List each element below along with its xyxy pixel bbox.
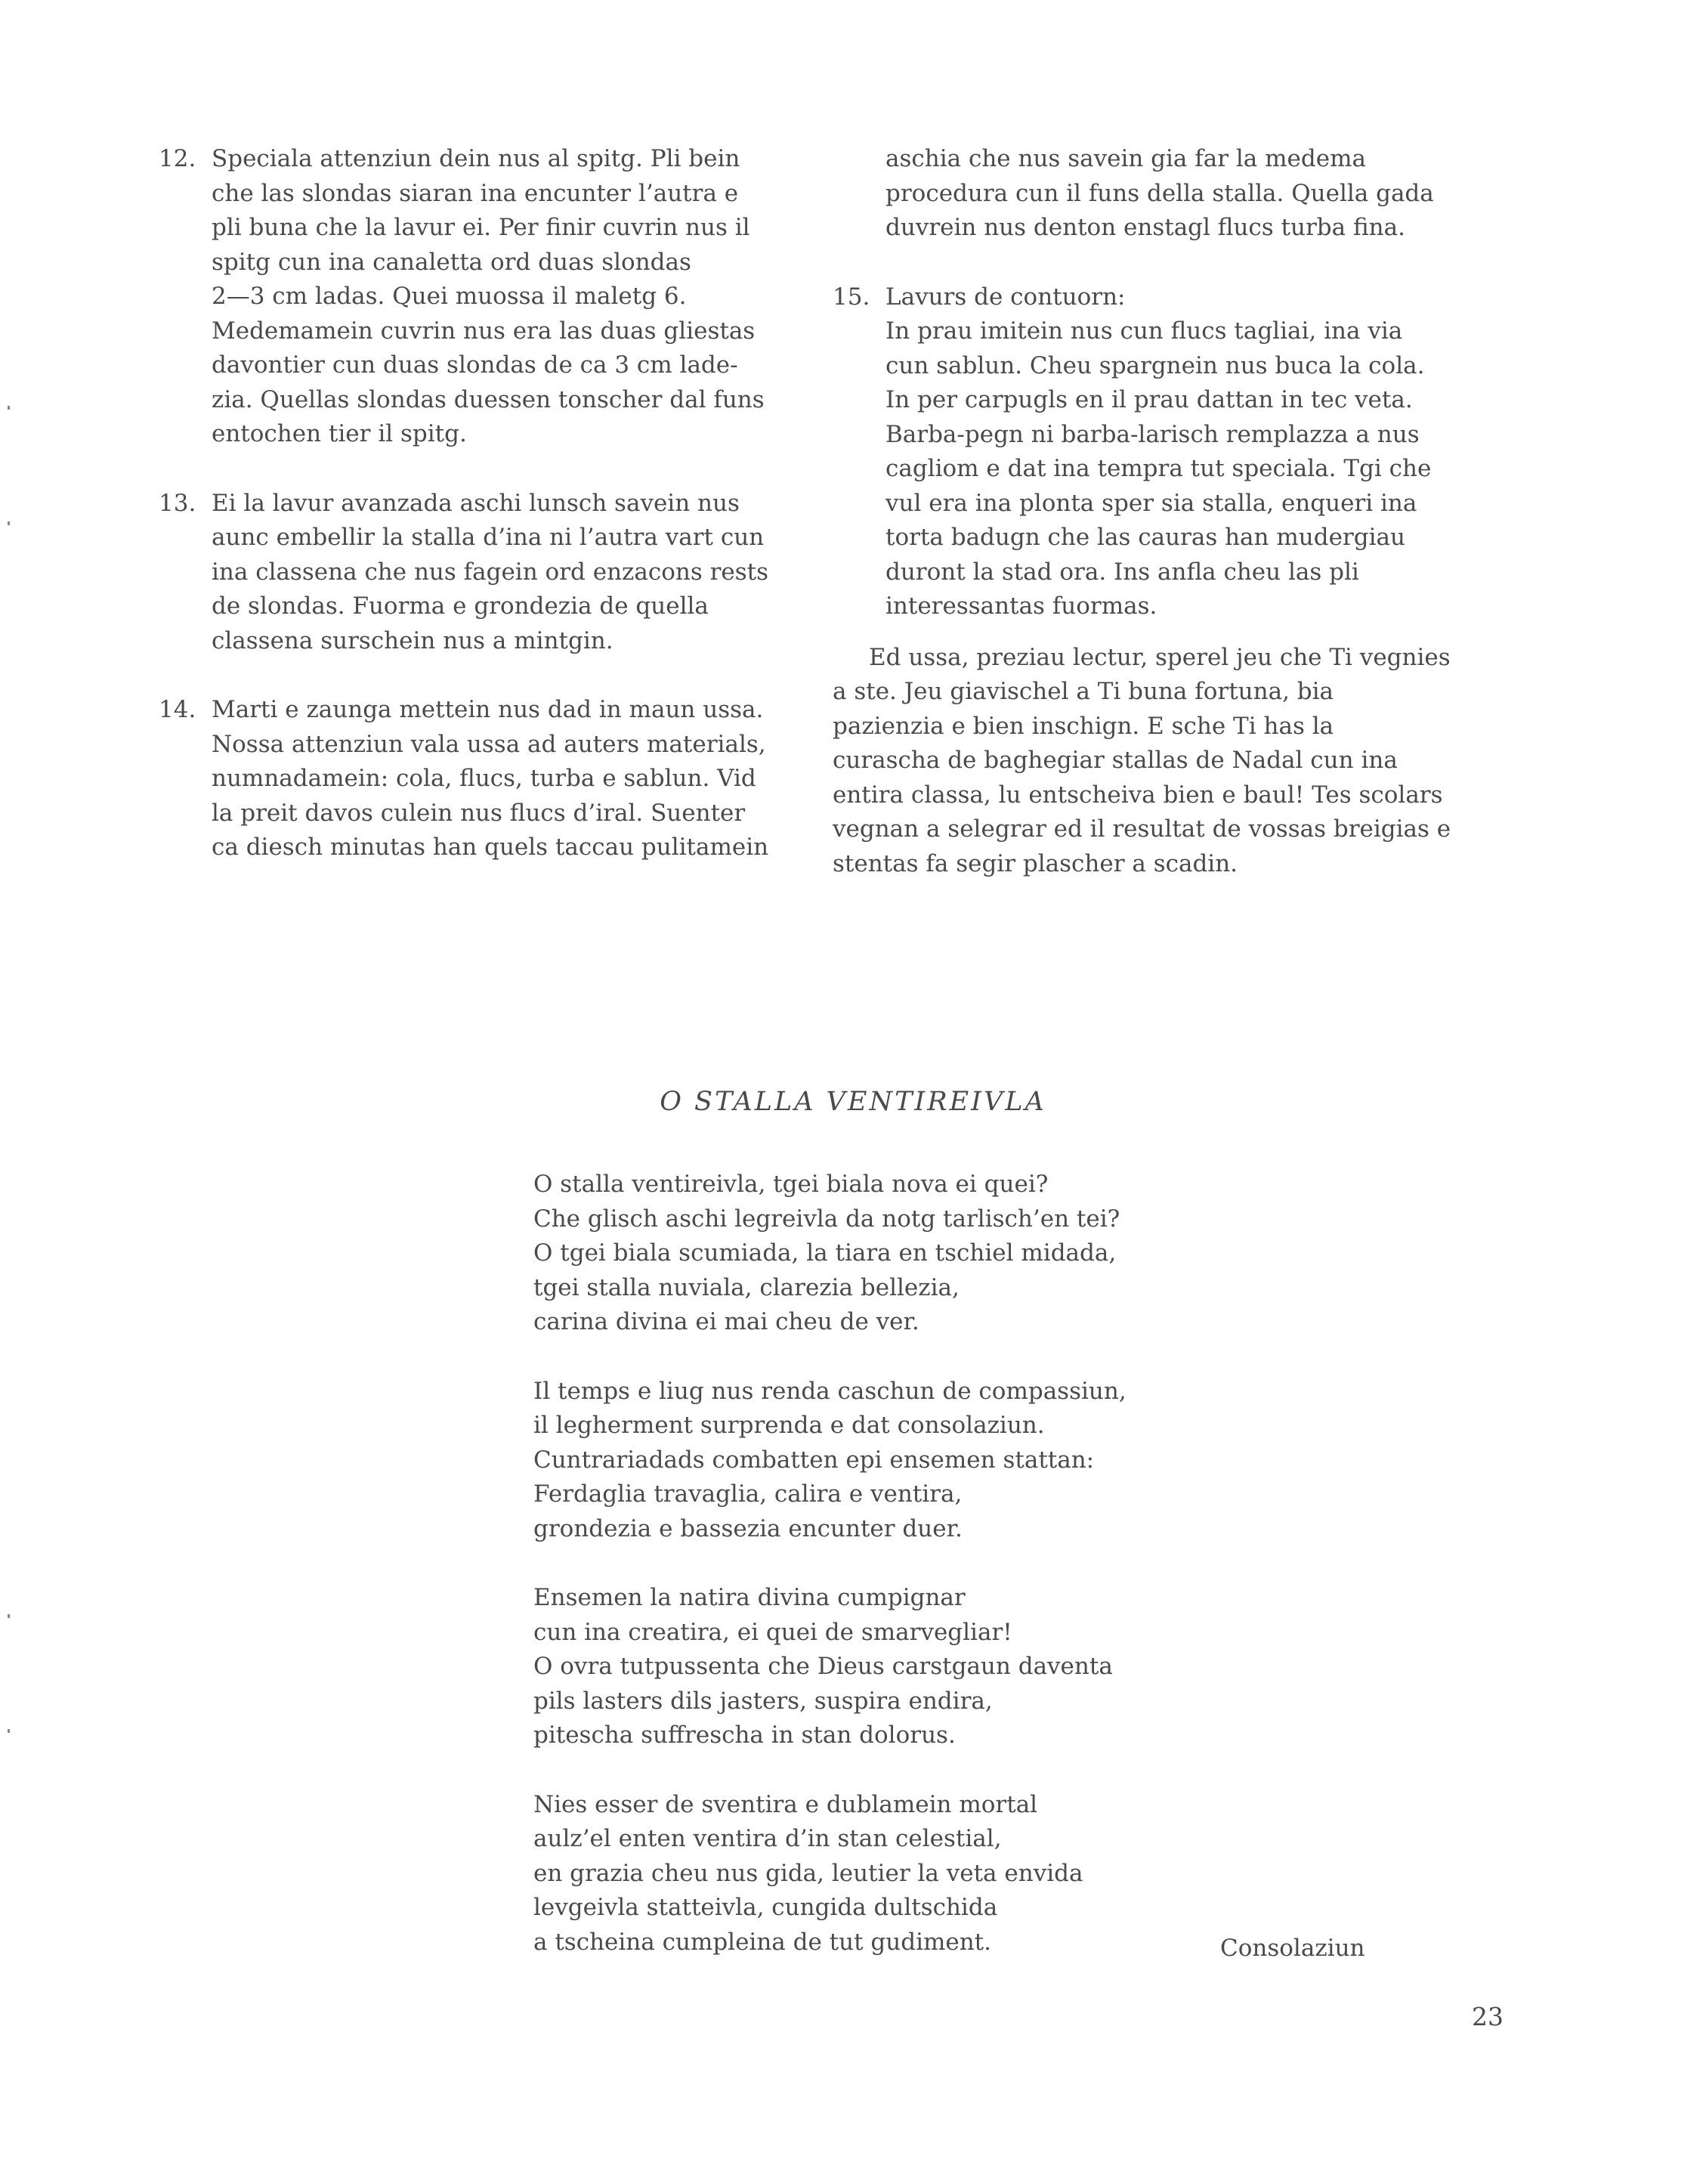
page-number: 23 xyxy=(1472,2002,1504,2031)
text-line: spitg cun ina canaletta ord duas slondas xyxy=(212,248,691,276)
poem-line: pils lasters dils jasters, suspira endira, xyxy=(533,1687,993,1715)
text-line: pazienzia e bien inschign. E sche Ti has la xyxy=(833,712,1334,740)
text-line: vegnan a selegrar ed il resultat de vossas breigias e xyxy=(833,815,1451,843)
text-line: la preit davos culein nus flucs d’iral. Suenter xyxy=(212,799,746,827)
text-line: Marti e zaunga mettein nus dad in maun ussa. xyxy=(212,696,764,723)
text-line: procedura cun il funs della stalla. Quella gada xyxy=(885,179,1434,207)
item-number: 14. xyxy=(159,696,196,723)
poem-line: Che glisch aschi legreivla da notg tarlisch’en tei? xyxy=(533,1205,1120,1233)
text-line: cagliom e dat ina tempra tut speciala. Tgi che xyxy=(885,455,1432,482)
continued-paragraph xyxy=(833,142,1497,246)
text-line: ina classena che nus fagein ord enzacons rests xyxy=(212,558,769,586)
text-line: cun sablun. Cheu spargnein nus buca la cola. xyxy=(885,351,1425,379)
poem-line: Il temps e liug nus renda caschun de compassiun, xyxy=(533,1377,1127,1405)
poem-title: O STALLA VENTIREIVLA xyxy=(660,1087,1046,1117)
text-line: torta badugn che las cauras han mudergiau xyxy=(885,524,1405,551)
poem-line: O ovra tutpussenta che Dieus carstgaun daventa xyxy=(533,1653,1113,1680)
margin-speck xyxy=(8,406,10,410)
text-line: 2—3 cm ladas. Quei muossa il maletg 6. xyxy=(212,283,687,310)
text-line: classena surschein nus a mintgin. xyxy=(212,626,613,654)
text-line: aschia che nus savein gia far la medema xyxy=(885,145,1366,172)
text-line: Barba-pegn ni barba-larisch remplazza a nus xyxy=(885,420,1420,448)
item-number: 12. xyxy=(159,145,196,172)
text-line: entira classa, lu entscheiva bien e baul! Tes scolars xyxy=(833,781,1443,809)
poem-line: O stalla ventireivla, tgei biala nova ei quei? xyxy=(533,1171,1049,1198)
poem-line: Cuntrariadads combatten epi ensemen stattan: xyxy=(533,1446,1095,1474)
item-number: 15. xyxy=(833,283,870,311)
margin-speck xyxy=(8,521,10,525)
poem-line: Ensemen la natira divina cumpignar xyxy=(533,1584,966,1611)
text-line: che las slondas siaran ina encunter l’autra e xyxy=(212,179,739,207)
left-column xyxy=(159,142,801,900)
poem-line: Ferdaglia travaglia, calira e ventira, xyxy=(533,1480,963,1508)
text-line: davontier cun duas slondas de ca 3 cm lade- xyxy=(212,351,738,379)
poem-body xyxy=(533,1168,1127,1994)
text-line: interessantas fuormas. xyxy=(885,592,1157,620)
text-line: Ed ussa, preziau lectur, sperel jeu che Ti vegnies xyxy=(869,643,1451,671)
text-line: numnadamein: cola, flucs, turba e sablun. Vid xyxy=(212,765,756,792)
text-line: entochen tier il spitg. xyxy=(212,420,467,447)
list-item-15 xyxy=(833,280,1497,624)
text-line: pli buna che la lavur ei. Per finir cuvrin nus il xyxy=(212,214,750,241)
poem-line: a tscheina cumpleina de tut gudiment. xyxy=(533,1928,991,1956)
margin-speck xyxy=(8,1729,10,1733)
text-line: Nossa attenziun vala ussa ad auters materials, xyxy=(212,730,766,758)
poem-line: en grazia cheu nus gida, leutier la veta envida xyxy=(533,1859,1083,1887)
poem-line: carina divina ei mai cheu de ver. xyxy=(533,1308,919,1335)
text-line: ca diesch minutas han quels taccau pulitamein xyxy=(212,834,769,861)
poem-line: grondezia e bassezia encunter duer. xyxy=(533,1514,963,1542)
poem-line: aulz’el enten ventira d’in stan celestial, xyxy=(533,1825,1002,1852)
list-item-14 xyxy=(159,693,801,865)
text-line: curascha de baghegiar stallas de Nadal cun ina xyxy=(833,747,1398,774)
text-line: Medemamein cuvrin nus era las duas gliestas xyxy=(212,317,756,345)
text-line: a ste. Jeu giavischel a Ti buna fortuna, bia xyxy=(833,678,1334,705)
closing-paragraph xyxy=(833,641,1497,882)
poem-stanza xyxy=(533,1788,1127,1960)
poem-signature: Consolaziun xyxy=(1220,1935,1365,1962)
text-line: duvrein nus denton enstagl flucs turba fina. xyxy=(885,214,1405,241)
text-line: Speciala attenziun dein nus al spitg. Pli bein xyxy=(212,145,740,172)
item-number: 13. xyxy=(159,489,196,517)
poem-line: il legherment surprenda e dat consolaziun. xyxy=(533,1412,1045,1439)
text-line: duront la stad ora. Ins anfla cheu las pli xyxy=(885,558,1359,586)
text-line: Ei la lavur avanzada aschi lunsch savein nus xyxy=(212,489,740,517)
text-line: zia. Quellas slondas duessen tonscher dal funs xyxy=(212,385,765,413)
poem-line: O tgei biala scumiada, la tiara en tschiel midada, xyxy=(533,1239,1117,1267)
text-line: Lavurs de contuorn: xyxy=(885,283,1126,311)
text-line: In per carpugls en il prau dattan in tec veta. xyxy=(885,386,1413,413)
poem-stanza xyxy=(533,1375,1127,1547)
text-line: In prau imitein nus cun flucs tagliai, ina via xyxy=(885,317,1403,345)
text-line: de slondas. Fuorma e grondezia de quella xyxy=(212,592,709,620)
poem-line: levgeivla statteivla, cungida dultschida xyxy=(533,1894,998,1921)
poem-line: Nies esser de sventira e dublamein mortal xyxy=(533,1790,1038,1818)
poem-stanza xyxy=(533,1581,1127,1753)
list-item-13 xyxy=(159,487,801,659)
poem-line: pitescha suffrescha in stan dolorus. xyxy=(533,1722,956,1749)
text-line: vul era ina plonta sper sia stalla, enqueri ina xyxy=(885,489,1417,517)
margin-speck xyxy=(8,1614,10,1618)
text-line: stentas fa segir plascher a scadin. xyxy=(833,849,1238,877)
poem-line: tgei stalla nuviala, clarezia bellezia, xyxy=(533,1273,960,1301)
text-line: aunc embellir la stalla d’ina ni l’autra vart cun xyxy=(212,524,765,551)
poem-line: cun ina creatira, ei quei de smarvegliar! xyxy=(533,1618,1012,1646)
poem-stanza xyxy=(533,1168,1127,1340)
list-item-12 xyxy=(159,142,801,452)
right-column xyxy=(833,142,1497,881)
